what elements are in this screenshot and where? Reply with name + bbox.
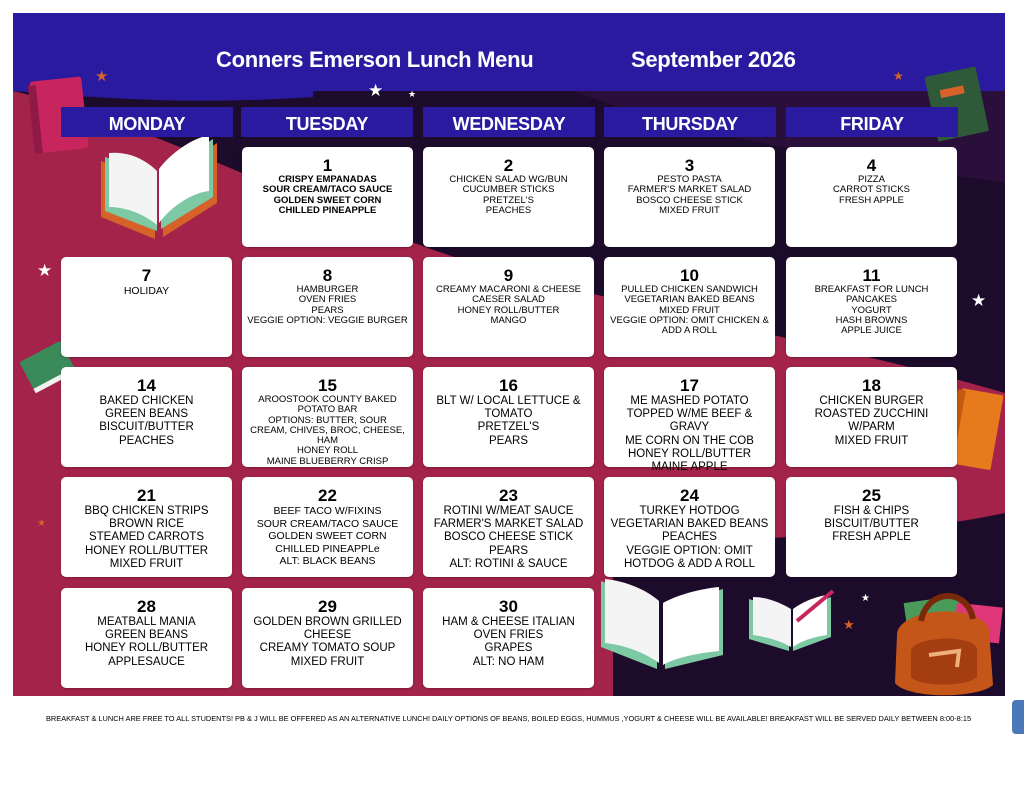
menu-item: MIXED FRUIT	[290, 655, 365, 668]
day-number: 14	[137, 376, 156, 395]
menu-item: SOUR CREAM/TACO SAUCE	[256, 517, 399, 530]
menu-items	[786, 175, 957, 206]
menu-item: ME CORN ON THE COB	[625, 434, 754, 447]
menu-item: PULLED CHICKEN SANDWICH	[621, 284, 758, 295]
side-tab[interactable]	[1012, 700, 1024, 734]
day-number: 18	[862, 376, 881, 395]
menu-poster	[13, 13, 1005, 696]
day-header-thursday: THURSDAY	[604, 107, 776, 137]
menu-item: MEATBALL MANIA	[97, 616, 196, 628]
menu-item: FRESH APPLE	[832, 531, 911, 544]
day-cell	[61, 367, 232, 467]
day-cell	[61, 257, 232, 357]
menu-item: GREEN BEANS	[104, 408, 189, 421]
footnote: BREAKFAST & LUNCH ARE FREE TO ALL STUDENTS! PB & J WILL BE OFFERED AS AN ALTERNATIVE LUNCH! DAILY OPTIONS OF BEANS, BOILED EGGS, HUMMUS ,YOGURT & CHEESE WILL BE AVAILABLE! BREAKFAST WILL BE SERVED DAILY BETWEEN 8:00-8:15	[46, 714, 972, 723]
menu-item: BBQ CHICKEN STRIPS	[84, 505, 209, 517]
day-cell	[423, 367, 594, 467]
day-number: 22	[318, 486, 337, 505]
day-number: 8	[322, 266, 333, 285]
menu-items	[786, 285, 957, 336]
day-cell	[242, 147, 413, 247]
day-number: 23	[499, 486, 518, 505]
menu-item: HOTDOG & ADD A ROLL	[623, 557, 755, 570]
menu-item: TURKEY HOTDOG	[639, 505, 740, 517]
menu-item: CHILLED PINEAPPLE	[278, 204, 377, 216]
day-cell	[61, 477, 232, 577]
star-icon: ★	[971, 291, 987, 310]
day-header-tuesday: TUESDAY	[241, 107, 413, 137]
star-icon: ★	[893, 69, 904, 83]
day-header-wednesday: WEDNESDAY	[423, 107, 595, 137]
menu-item: CUCUMBER STICKS	[462, 184, 555, 196]
open-book-icon	[93, 131, 225, 243]
menu-item: HAM & CHEESE ITALIAN	[442, 616, 575, 628]
menu-items	[423, 616, 594, 669]
day-number: 30	[499, 597, 518, 616]
menu-item: BAKED CHICKEN	[99, 395, 194, 407]
menu-item: OPTIONS: BUTTER, SOUR	[268, 414, 387, 426]
day-number: 9	[503, 266, 514, 285]
menu-item: CRISPY EMPANADAS	[278, 174, 377, 185]
menu-item: HONEY ROLL	[296, 445, 359, 457]
menu-item: CREAMY TOMATO SOUP	[259, 642, 396, 655]
menu-items	[242, 616, 413, 669]
menu-item: MAINE APPLE	[651, 461, 728, 474]
menu-item: ADD A ROLL	[661, 325, 718, 337]
menu-item: GOLDEN SWEET CORN	[273, 194, 382, 206]
day-number: 17	[680, 376, 699, 395]
menu-item: GOLDEN BROWN GRILLED	[253, 616, 402, 628]
menu-item: PRETZEL'S	[483, 194, 534, 206]
day-cell	[423, 257, 594, 357]
menu-item: PESTO PASTA	[657, 174, 722, 185]
menu-item: MIXED FRUIT	[109, 557, 184, 570]
menu-item: CHILLED PINEAPPLe	[275, 542, 380, 555]
menu-item: SOUR CREAM/TACO SAUCE	[262, 184, 393, 196]
day-cell	[242, 257, 413, 357]
menu-item: ALT: ROTINI & SAUCE	[449, 557, 568, 570]
menu-items	[423, 285, 594, 326]
menu-title: Conners Emerson Lunch Menu	[216, 47, 534, 72]
open-book-icon	[595, 573, 729, 673]
menu-item: PANCAKES	[845, 294, 898, 306]
star-icon: ★	[408, 89, 417, 99]
menu-item: CREAMY MACARONI & CHEESE	[436, 284, 581, 295]
menu-items	[604, 285, 775, 336]
menu-item: ME MASHED POTATO	[630, 395, 749, 407]
menu-month: September 2026	[631, 47, 796, 72]
day-header-friday: FRIDAY	[786, 107, 958, 137]
menu-item: CREAM, CHIVES, BROC, CHEESE,	[250, 424, 405, 436]
day-cell	[423, 588, 594, 688]
menu-item: ALT: BLACK BEANS	[279, 555, 376, 568]
open-book-icon	[745, 585, 837, 655]
menu-items	[61, 505, 232, 571]
menu-items	[61, 395, 232, 448]
menu-item: AROOSTOOK COUNTY BAKED	[258, 394, 397, 405]
day-number: 29	[318, 597, 337, 616]
star-icon: ★	[843, 617, 855, 632]
menu-item: FARMER'S MARKET SALAD	[627, 184, 752, 196]
menu-item: BROWN RICE	[109, 518, 184, 531]
day-number: 1	[322, 156, 333, 175]
menu-item: YOGURT	[851, 304, 892, 316]
menu-item: HONEY ROLL/BUTTER	[84, 642, 209, 655]
menu-item: MIXED FRUIT	[659, 304, 720, 316]
menu-item: OVEN FRIES	[473, 629, 544, 642]
menu-item: POTATO BAR	[297, 404, 358, 416]
menu-items	[61, 616, 232, 669]
day-cell	[604, 367, 775, 474]
day-number: 3	[684, 156, 695, 175]
menu-item: TOMATO	[484, 408, 533, 421]
menu-items	[604, 395, 775, 474]
menu-items	[61, 285, 232, 298]
menu-item: BEEF TACO W/FIXINS	[273, 505, 382, 517]
star-icon: ★	[37, 261, 53, 280]
day-number: 4	[866, 156, 877, 175]
menu-item: FISH & CHIPS	[833, 505, 910, 517]
menu-item: PEARS	[489, 434, 528, 447]
day-cell	[786, 257, 957, 357]
menu-item: BISCUIT/BUTTER	[99, 421, 194, 434]
day-header-monday: MONDAY	[61, 107, 233, 137]
menu-item: CHICKEN SALAD WG/BUN	[449, 174, 568, 185]
menu-item: HASH BROWNS	[835, 314, 908, 326]
menu-item: MANGO	[490, 314, 527, 326]
menu-item: CHICKEN BURGER	[819, 395, 924, 407]
menu-item: HOLIDAY	[123, 285, 170, 297]
menu-item: CARROT STICKS	[833, 184, 910, 196]
day-number: 15	[318, 376, 337, 395]
menu-items	[242, 175, 413, 216]
day-cell	[61, 588, 232, 688]
day-number: 11	[862, 266, 881, 285]
star-icon: ★	[95, 68, 109, 85]
menu-item: PRETZEL'S	[477, 421, 540, 434]
day-cell	[786, 477, 957, 577]
menu-item: BOSCO CHEESE STICK	[636, 194, 743, 206]
menu-item: HONEY ROLL/BUTTER	[627, 447, 752, 460]
menu-items	[423, 175, 594, 216]
menu-item: HAMBURGER	[296, 284, 359, 295]
menu-item: GOLDEN SWEET CORN	[268, 530, 387, 543]
day-cell	[242, 367, 413, 467]
menu-item: FRESH APPLE	[839, 194, 904, 206]
day-cell	[786, 147, 957, 247]
menu-item: PEACHES	[662, 531, 717, 544]
day-cell	[604, 257, 775, 357]
menu-item: VEGETARIAN BAKED BEANS	[624, 294, 755, 306]
menu-item: GRAPES	[484, 642, 533, 655]
menu-item: VEGGIE OPTION: VEGGIE BURGER	[247, 314, 408, 326]
menu-item: MAINE BLUEBERRY CRISP	[266, 455, 389, 467]
menu-item: PEARS	[489, 544, 528, 557]
menu-item: BREAKFAST FOR LUNCH	[814, 284, 929, 295]
menu-item: PEACHES	[485, 204, 532, 216]
menu-item: APPLESAUCE	[108, 655, 185, 668]
day-cell	[242, 588, 413, 688]
day-cell	[423, 147, 594, 247]
menu-item: VEGETARIAN BAKED BEANS	[610, 518, 769, 531]
day-number: 16	[499, 376, 518, 395]
menu-item: CHEESE	[303, 629, 352, 642]
menu-item: STEAMED CARROTS	[88, 531, 204, 544]
day-cell	[604, 147, 775, 247]
menu-items	[242, 395, 413, 467]
menu-item: BOSCO CHEESE STICK	[443, 531, 574, 544]
day-number: 10	[680, 266, 699, 285]
menu-item: CAESER SALAD	[472, 294, 545, 306]
day-number: 7	[141, 266, 152, 285]
menu-item: APPLE JUICE	[841, 325, 902, 337]
menu-item: MIXED FRUIT	[659, 204, 720, 216]
menu-item: BLT W/ LOCAL LETTUCE &	[436, 395, 581, 407]
menu-item: PEARS	[311, 304, 344, 316]
day-cell	[423, 477, 594, 577]
day-number: 21	[137, 486, 156, 505]
menu-items	[604, 175, 775, 216]
day-cell	[786, 367, 957, 467]
menu-item: HONEY ROLL/BUTTER	[84, 544, 209, 557]
menu-item: GREEN BEANS	[104, 629, 189, 642]
menu-item: HONEY ROLL/BUTTER	[457, 304, 560, 316]
menu-item: BISCUIT/BUTTER	[824, 518, 919, 531]
menu-items	[242, 505, 413, 568]
menu-item: ALT: NO HAM	[472, 655, 545, 668]
menu-item: OVEN FRIES	[298, 294, 357, 306]
star-icon: ★	[368, 81, 384, 100]
menu-item: VEGGIE OPTION: OMIT CHICKEN &	[610, 314, 769, 326]
star-icon: ★	[861, 593, 870, 604]
menu-item: PIZZA	[858, 174, 885, 185]
day-number: 25	[862, 486, 881, 505]
day-cell	[242, 477, 413, 577]
menu-item: MIXED FRUIT	[834, 434, 909, 447]
day-number: 24	[680, 486, 699, 505]
menu-item: TOPPED W/ME BEEF & GRAVY	[626, 408, 753, 434]
menu-items	[604, 505, 775, 571]
day-number: 28	[137, 597, 156, 616]
star-icon: ★	[37, 518, 46, 529]
menu-item: PEACHES	[119, 434, 174, 447]
menu-items	[786, 505, 957, 545]
menu-item: VEGGIE OPTION: OMIT	[626, 544, 753, 557]
day-number: 2	[503, 156, 514, 175]
menu-item: FARMER'S MARKET SALAD	[433, 518, 584, 531]
menu-items	[242, 285, 413, 326]
menu-items	[786, 395, 957, 448]
backpack-icon	[877, 565, 1005, 696]
day-cell	[604, 477, 775, 577]
menu-item: ROASTED ZUCCHINI W/PARM	[814, 408, 929, 434]
menu-items	[423, 395, 594, 448]
menu-items	[423, 505, 594, 571]
menu-item: HAM	[316, 435, 339, 447]
menu-item: ROTINI W/MEAT SAUCE	[443, 505, 574, 517]
